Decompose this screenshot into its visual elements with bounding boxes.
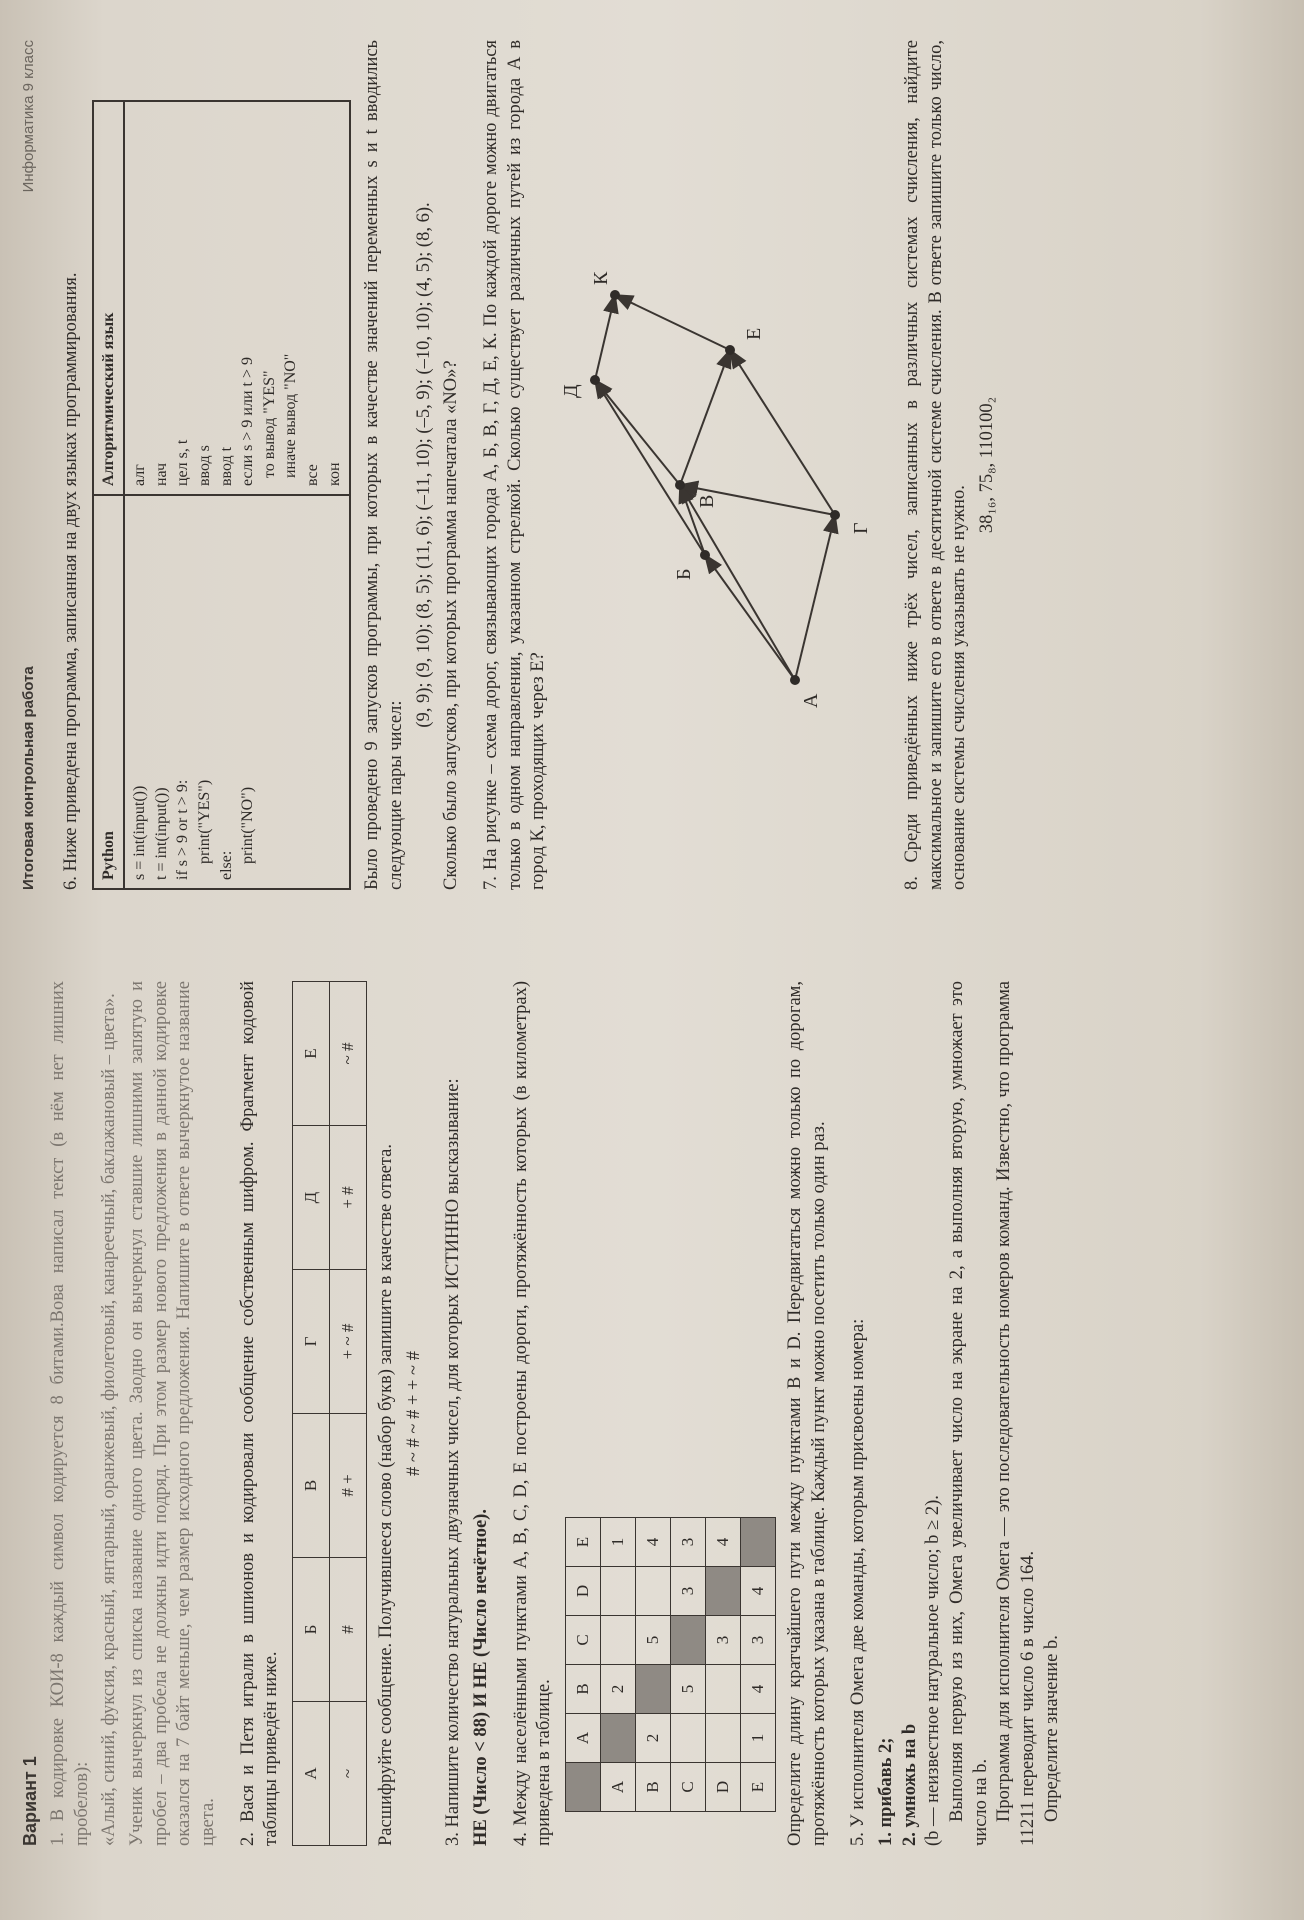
node-b — [700, 550, 710, 560]
code-line: цел s, t — [174, 439, 192, 486]
distance-cell: 1 — [601, 1518, 636, 1567]
code-letter: Б — [293, 1558, 330, 1702]
program-table-header — [93, 101, 125, 889]
python-header: Python — [93, 495, 125, 889]
distance-cell: B — [636, 1763, 671, 1812]
task-2 — [237, 981, 427, 1846]
distance-cell: A — [601, 1763, 636, 1812]
header-right-subject: Информатика 9 класс — [20, 40, 37, 193]
distance-cell — [706, 1714, 741, 1763]
algo-code — [124, 101, 350, 495]
code-line: если s > 9 или t > 9 — [239, 357, 257, 486]
task-4-statement: 4. Между населёнными пунктами A, B, C, D, E построены дороги, протяжённость которых (в километрах) приведена в таблице. — [510, 981, 555, 1846]
code-table — [292, 981, 367, 1846]
distance-cell: D — [706, 1763, 741, 1812]
distance-cell: 4 — [741, 1665, 776, 1714]
distance-cell: 5 — [671, 1665, 706, 1714]
distance-corner — [566, 1763, 601, 1812]
program-table — [92, 100, 352, 890]
left-column — [0, 955, 1304, 1890]
page-header — [20, 40, 44, 890]
distance-row — [636, 1518, 671, 1812]
code-line: print("NO") — [239, 786, 257, 880]
node-e — [725, 345, 735, 355]
task-5-command-1: 1. прибавь 2; — [876, 1737, 897, 1846]
distance-row — [671, 1518, 706, 1812]
edge-b-d — [595, 380, 705, 555]
edge-v-d — [595, 380, 680, 485]
task-5 — [847, 981, 1064, 1846]
distance-cell — [741, 1518, 776, 1567]
node-v — [675, 480, 685, 490]
code-table-letters-row — [293, 982, 330, 1846]
task-3-statement: 3. Напишите количество натуральных двузначных чисел, для которых ИСТИННО высказывание: — [443, 1078, 464, 1846]
code-value: ~ — [330, 1702, 367, 1846]
code-line: ввод s — [196, 445, 214, 486]
code-line: s = int(input()) — [131, 785, 149, 880]
distance-cell: 3 — [671, 1518, 706, 1567]
algo-header: Алгоритмический язык — [93, 101, 125, 495]
distance-cell — [636, 1665, 671, 1714]
task-6-question: Сколько было запусков, при которых программа напечатала «NO»? — [441, 360, 462, 890]
task-1-statement: 1. В кодировке КОИ-8 каждый символ кодируется 8 битами.Вова написал текст (в нём нет лишних пробелов): — [48, 981, 92, 1846]
distance-cell — [671, 1616, 706, 1665]
python-code — [124, 495, 350, 889]
node-label-a: А — [799, 693, 822, 708]
code-line: print("YES") — [196, 779, 214, 880]
code-letter: В — [293, 1414, 330, 1558]
task-7-statement: 7. На рисунке – схема дорог, связывающих города А, Б, В, Г, Д, Е, К. По каждой дороге можно двигаться только в одном направлении, указанном стрелкой. Сколько существует различных путей из города А в город К, проходящих через Е? — [480, 40, 549, 890]
distance-cell: 3 — [706, 1616, 741, 1665]
task-5-explanation: Выполняя первую из них, Омега увеличивает число на экране на 2, а выполняя вторую, умножает это число на b. — [947, 981, 991, 1846]
code-line: то вывод "YES" — [260, 370, 278, 486]
task-6-statement: 6. Ниже приведена программа, записанная на двух языках программирования. — [61, 272, 81, 890]
header-center-title: Итоговая контрольная работа — [20, 666, 37, 890]
distance-cell: E — [741, 1763, 776, 1812]
code-line: t = int(input()) — [152, 787, 170, 880]
task-1-question: Ученик вычеркнул из списка название одного цвета. Заодно он вычеркнул ставшие лишними запятую и пробел – два пробела не должны идти подряд. При этом размер нового предложения в данной кодировке оказался на 7 байт меньше, чем размер исходного предложения. Напишите в ответе вычеркнутое название цвета. — [127, 981, 219, 1846]
distance-cell: 4 — [741, 1567, 776, 1616]
code-line: нач — [152, 462, 170, 486]
distance-cell: 3 — [671, 1567, 706, 1616]
code-table-codes-row — [330, 982, 367, 1846]
code-letter: Е — [293, 982, 330, 1126]
distance-cell: 4 — [636, 1518, 671, 1567]
graph-edges — [595, 295, 835, 680]
graph-labels — [560, 271, 872, 708]
distance-cell: 5 — [636, 1616, 671, 1665]
node-a — [790, 675, 800, 685]
code-letter: Д — [293, 1126, 330, 1270]
node-label-d: Д — [559, 384, 582, 398]
task-5-command-2: 2. умножь на b — [899, 1723, 920, 1846]
code-line: if s > 9 or t > 9: — [174, 779, 192, 880]
code-value: ~ # — [330, 982, 367, 1126]
distance-table — [565, 1517, 776, 1812]
node-label-b: Б — [672, 568, 695, 580]
distance-header-row — [566, 1518, 601, 1812]
distance-row — [706, 1518, 741, 1812]
encoded-message: # ~ # ~ # + + ~ # — [403, 1351, 424, 1476]
code-line: иначе вывод "NO" — [282, 353, 300, 486]
task-5-statement: 5. У исполнителя Омега две команды, которым присвоены номера: — [848, 1318, 869, 1846]
edge-e-k — [615, 295, 730, 350]
distance-cell — [601, 1567, 636, 1616]
code-value: + ~ # — [330, 1270, 367, 1414]
task-5-question: Определите значение b. — [1041, 1635, 1062, 1822]
distance-header: E — [566, 1518, 601, 1567]
task-1-colors: «Алый, синий, фуксия, красный, янтарный, оранжевый, фиолетовый, канареечный, баклажановый – цвета». — [99, 993, 120, 1846]
code-letter: Г — [293, 1270, 330, 1414]
code-value: # — [330, 1558, 367, 1702]
code-line: else: — [217, 850, 235, 880]
task-2-question: Расшифруйте сообщение. Получившееся слово (набор букв) запишите в качестве ответа. — [376, 1144, 397, 1846]
task-6-pairs: (9, 9); (9, 10); (8, 5); (11, 6); (–11, 10); (–5, 9); (–10, 10); (4, 5); (8, 6). — [413, 202, 434, 728]
task-5-program: Программа для исполнителя Омега — это последовательность номеров команд. Известно, что программа 11211 переводит число 6 в число 164. — [994, 981, 1039, 1846]
distance-cell — [636, 1567, 671, 1616]
distance-row — [601, 1518, 636, 1812]
distance-cell: 2 — [601, 1665, 636, 1714]
task-3-expression: НЕ (Число < 88) И НЕ (Число нечётное). — [471, 1509, 492, 1846]
distance-header: D — [566, 1567, 601, 1616]
graph-nodes — [590, 290, 840, 685]
task-4 — [510, 981, 832, 1846]
task-8 — [901, 40, 1000, 890]
code-line: все — [304, 464, 322, 486]
distance-cell: C — [671, 1763, 706, 1812]
distance-header: B — [566, 1665, 601, 1714]
task-1 — [47, 981, 221, 1846]
distance-cell — [671, 1714, 706, 1763]
right-column — [0, 20, 1304, 920]
task-3 — [442, 981, 493, 1846]
edge-v-e — [680, 350, 730, 485]
distance-cell — [601, 1616, 636, 1665]
code-line: алг — [131, 464, 149, 486]
node-label-e: Е — [742, 327, 765, 340]
edge-a-g — [795, 515, 835, 680]
task-8-statement: 8. Среди приведённых ниже трёх чисел, записанных в различных системах счисления, найдите максимальное и запишите его в ответе в десятичной системе счисления. В ответе запишите только число, основание системы счисления указывать не нужно. — [901, 40, 970, 890]
task-7 — [480, 40, 885, 890]
node-label-g: Г — [849, 522, 872, 534]
distance-cell — [601, 1714, 636, 1763]
node-label-v: В — [695, 494, 718, 508]
variant-title: Вариант 1 — [20, 1756, 40, 1846]
code-letter: А — [293, 1702, 330, 1846]
edge-a-v — [680, 485, 795, 680]
code-line: кон — [325, 462, 343, 486]
program-table-body — [124, 101, 350, 889]
task-8-numbers: 38₁₆, 75₈, 110100₂ — [976, 396, 997, 534]
distance-cell — [706, 1665, 741, 1714]
node-label-k: К — [589, 271, 612, 285]
task-2-statement: 2. Вася и Петя играли в шпионов и кодировали сообщение собственным шифром. Фрагмент кодовой таблицы приведён ниже. — [237, 981, 282, 1846]
code-value: + # — [330, 1126, 367, 1270]
task-6 — [60, 40, 464, 890]
code-line: ввод t — [217, 446, 235, 486]
node-d — [590, 375, 600, 385]
distance-cell: 3 — [741, 1616, 776, 1665]
distance-cell: 2 — [636, 1714, 671, 1763]
edge-a-b — [705, 555, 795, 680]
distance-cell: 4 — [706, 1518, 741, 1567]
distance-header: C — [566, 1616, 601, 1665]
edge-d-k — [595, 295, 615, 380]
task-5-note: (b — неизвестное натуральное число; b ≥ 2). — [923, 1495, 944, 1846]
distance-cell — [706, 1567, 741, 1616]
task-6-runs: Было проведено 9 запусков программы, при которых в качестве значений переменных s и t вводились следующие пары чисел: — [362, 40, 406, 890]
road-graph — [555, 250, 885, 770]
node-g — [830, 510, 840, 520]
task-4-question: Определите длину кратчайшего пути между пунктами B и D. Передвигаться можно только по дорогам, протяжённость которых указана в таблице. Каждый пункт можно посетить только один раз. — [785, 981, 829, 1846]
distance-header: A — [566, 1714, 601, 1763]
node-k — [610, 290, 620, 300]
edge-g-e — [730, 350, 835, 515]
distance-row — [741, 1518, 776, 1812]
code-value: # + — [330, 1414, 367, 1558]
distance-cell: 1 — [741, 1714, 776, 1763]
